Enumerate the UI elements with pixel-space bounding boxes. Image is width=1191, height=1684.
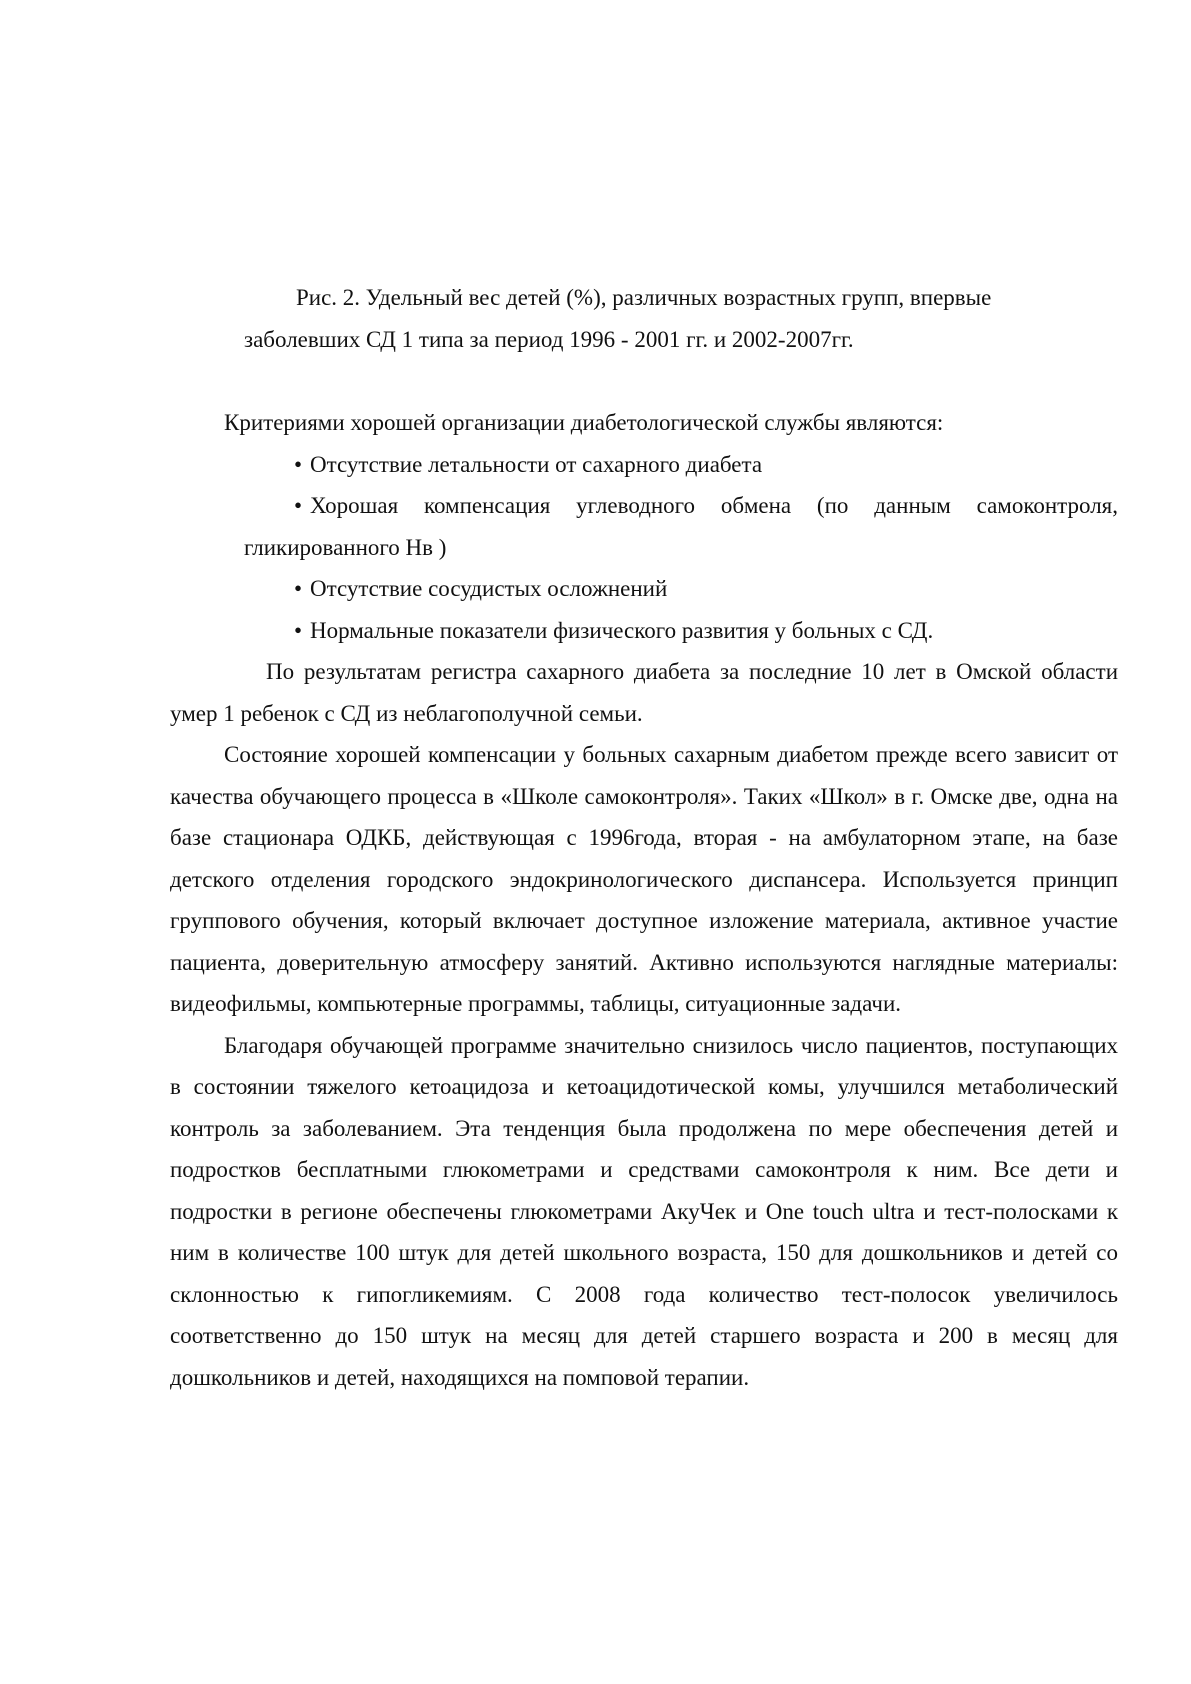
paragraph-school: Состояние хорошей компенсации у больных сахарным диабетом прежде всего зависит от качества обучающего процесса в «Школе самоконтроля». Таких «Школ» в г. Омске две, одна на базе стационара ОДКБ, действующая с 1996года, вторая - на амбулаторном этапе, на базе детского отделения городского эндокринологического диспансера. Используется принцип группового обучения, который включает доступное изложение материала, активное участие пациента, доверительную атмосферу занятий. Активно используются наглядные материалы: видеофильмы, компьютерные программы, таблицы, ситуационные задачи. [170,742,1118,1016]
bullet-icon: • [294,451,303,477]
criteria-item-text: Отсутствие сосудистых осложнений [310,576,668,601]
figure-caption [170,277,1118,361]
criteria-item-text: Хорошая компенсация углеводного обмена (по данным самоконтроля, гликированного Нв ) [244,493,1118,560]
criteria-item-text: Нормальные показатели физического развития у больных с СД. [310,617,934,643]
criteria-intro: Критериями хорошей организации диабетологической службы являются: [224,410,944,435]
criteria-list [170,444,1118,652]
paragraph-registry: По результатам регистра сахарного диабета за последние 10 лет в Омской области умер 1 ребенок с СД из неблагополучной семьи. [170,659,1118,726]
figure-caption-line-2: заболевших СД 1 типа за период 1996 - 2001 гг. и 2002-2007гг. [244,327,854,352]
bullet-icon: • [294,617,303,643]
criteria-item-text: Отсутствие летальности от сахарного диабета [310,451,763,477]
bullet-icon: • [294,576,303,601]
criteria-item [170,568,1118,610]
paragraph-program: Благодаря обучающей программе значительно снизилось число пациентов, поступающих в состоянии тяжелого кетоацидоза и кетоацидотической комы, улучшился метаболический контроль за заболеванием. Эта тенденция была продолжена по мере обеспечения детей и подростков бесплатными глюкометрами и средствами самоконтроля к ним. Все дети и подростки в регионе обеспечены глюкометрами АкуЧек и One touch ultra и тест-полосками к ним в количестве 100 штук для детей школьного возраста, 150 для дошкольников и детей со склонностью к гипогликемиям. С 2008 года количество тест-полосок увеличилось соответственно до 150 штук на месяц для детей старшего возраста и 200 в месяц для дошкольников и детей, находящихся на помповой терапии. [170,1032,1118,1390]
criteria-item [170,444,1118,486]
body-text [170,402,1118,1398]
figure-caption-line-1: Рис. 2. Удельный вес детей (%), различных возрастных групп, впервые [296,285,992,310]
bullet-icon: • [294,493,303,518]
criteria-item [170,610,1118,652]
criteria-item [170,485,1118,568]
